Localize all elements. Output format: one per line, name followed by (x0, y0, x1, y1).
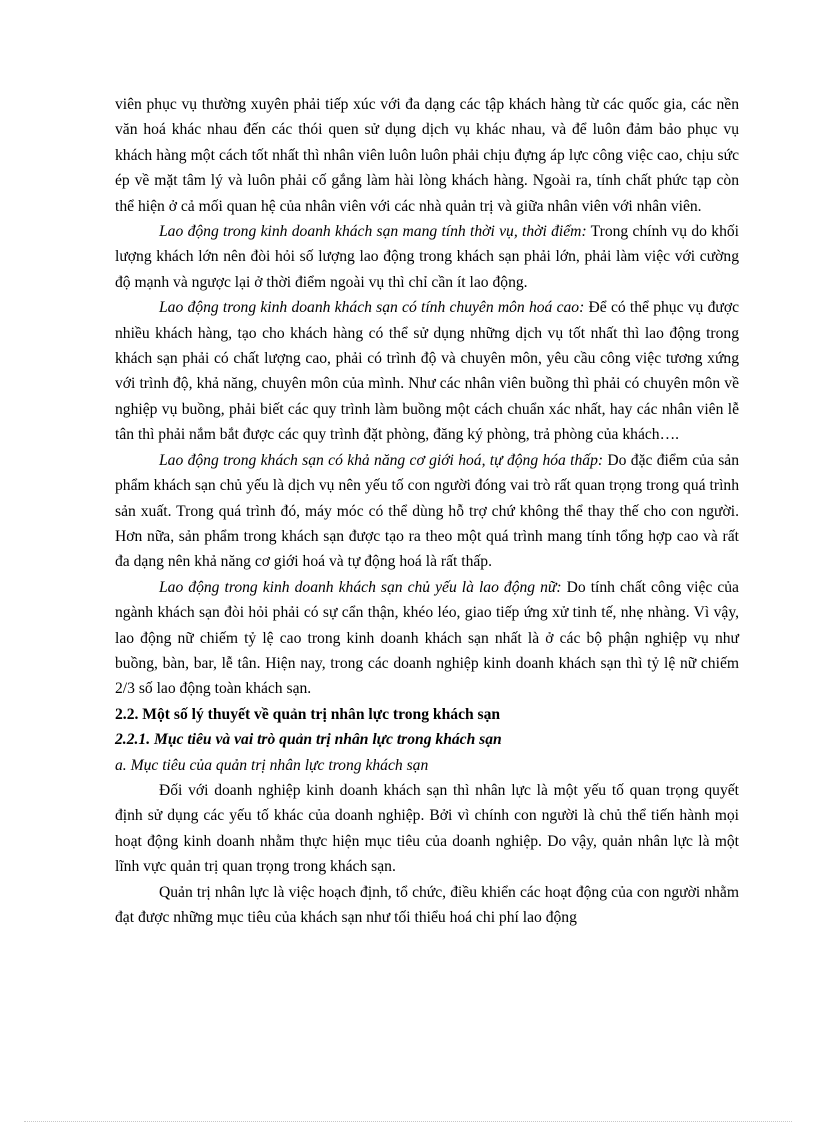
paragraph-seasonal: Lao động trong kinh doanh khách sạn mang tính thời vụ, thời điểm: Trong chính vụ do khối lượng khách lớn nên đòi hỏi số lượng lao động trong khách sạn phải lớn, phải làm việc với cường độ mạnh và ngược lại ở thời điểm ngoài vụ thì chỉ cần ít lao động. (115, 223, 739, 291)
paragraph-female-labor: Lao động trong kinh doanh khách sạn chủ yếu là lao động nữ: Do tính chất công việc của ngành khách sạn đòi hỏi phải có sự cẩn thận, khéo léo, giao tiếp ứng xử tinh tế, nhẹ nhàng. Vì vậy, lao động nữ chiếm tỷ lệ cao trong kinh doanh khách sạn nhất là ở các bộ phận nghiệp vụ như buồng, bàn, bar, lễ tân. Hiện nay, trong các doanh nghiệp kinh doanh khách sạn thì tỷ lệ nữ chiếm 2/3 số lao động toàn khách sạn. (115, 578, 739, 698)
paragraph-lead: Lao động trong kinh doanh khách sạn có tính chuyên môn hoá cao: (159, 299, 585, 317)
paragraph-lead: Lao động trong kinh doanh khách sạn mang tính thời vụ, thời điểm: (159, 223, 587, 241)
subsection-heading: 2.2.1. Mục tiêu và vai trò quản trị nhân lực trong khách sạn (115, 731, 502, 749)
page-body (115, 92, 739, 930)
page-bottom-divider (24, 1121, 792, 1122)
paragraph-intro: viên phục vụ thường xuyên phải tiếp xúc với đa dạng các tập khách hàng từ các quốc gia, các nền văn hoá khác nhau đến các thói quen sử dụng dịch vụ khác nhau, và để luôn đảm bảo phục vụ khách hàng một cách tốt nhất thì nhân viên luôn luôn phải chịu đựng áp lực công việc cao, chịu sức ép về mặt tâm lý và luôn phải cố gắng làm hài lòng khách hàng. Ngoài ra, tính chất phức tạp còn thể hiện ở cả mối quan hệ của nhân viên với các nhà quản trị và giữa nhân viên với nhân viên. (115, 96, 739, 215)
paragraph-lead: Lao động trong kinh doanh khách sạn chủ yếu là lao động nữ: (159, 578, 562, 596)
paragraph-automation: Lao động trong khách sạn có khả năng cơ giới hoá, tự động hóa thấp: Do đặc điểm của sản phẩm khách sạn chủ yếu là dịch vụ nên yếu tố con người đóng vai trò rất quan trọng trong quá trình sản xuất. Trong quá trình đó, máy móc có thể dùng hỗ trợ chứ không thể thay thế cho con người. Hơn nữa, sản phẩm trong khách sạn được tạo ra theo một quá trình mang tính tổng hợp cao và rất đa dạng nên khả năng cơ giới hoá và tự động hoá là rất thấp. (115, 451, 739, 571)
body-paragraph: Quản trị nhân lực là việc hoạch định, tổ chức, điều khiển các hoạt động của con người nhằm đạt được những mục tiêu của khách sạn như tối thiểu hoá chi phí lao động (115, 883, 739, 926)
subsubsection-heading: a. Mục tiêu của quản trị nhân lực trong khách sạn (115, 756, 429, 774)
section-heading: 2.2. Một số lý thuyết về quản trị nhân lực trong khách sạn (115, 705, 501, 723)
body-paragraph: Đối với doanh nghiệp kinh doanh khách sạn thì nhân lực là một yếu tố quan trọng quyết định sử dụng các yếu tố khác của doanh nghiệp. Bởi vì chính con người là chủ thể tiến hành mọi hoạt động kinh doanh nhằm thực hiện mục tiêu của doanh nghiệp. Do vậy, quản nhân lực là một lĩnh vực quản trị quan trọng trong khách sạn. (115, 781, 739, 876)
paragraph-specialization: Lao động trong kinh doanh khách sạn có tính chuyên môn hoá cao: Để có thể phục vụ được nhiều khách hàng, tạo cho khách hàng có thể sử dụng những dịch vụ tốt nhất thì lao động trong khách sạn phải có chất lượng cao, phải có trình độ và chuyên môn, yêu cầu công việc tương xứng với trình độ, khả năng, chuyên môn của mình. Như các nhân viên buồng thì phải có chuyên môn về nghiệp vụ buồng, phải biết các quy trình làm buồng một cách chuẩn xác nhất, hay các nhân viên lễ tân thì phải nắm bắt được các quy trình đặt phòng, đăng ký phòng, trả phòng của khách…. (115, 299, 739, 444)
paragraph-lead: Lao động trong khách sạn có khả năng cơ giới hoá, tự động hóa thấp: (159, 451, 604, 469)
